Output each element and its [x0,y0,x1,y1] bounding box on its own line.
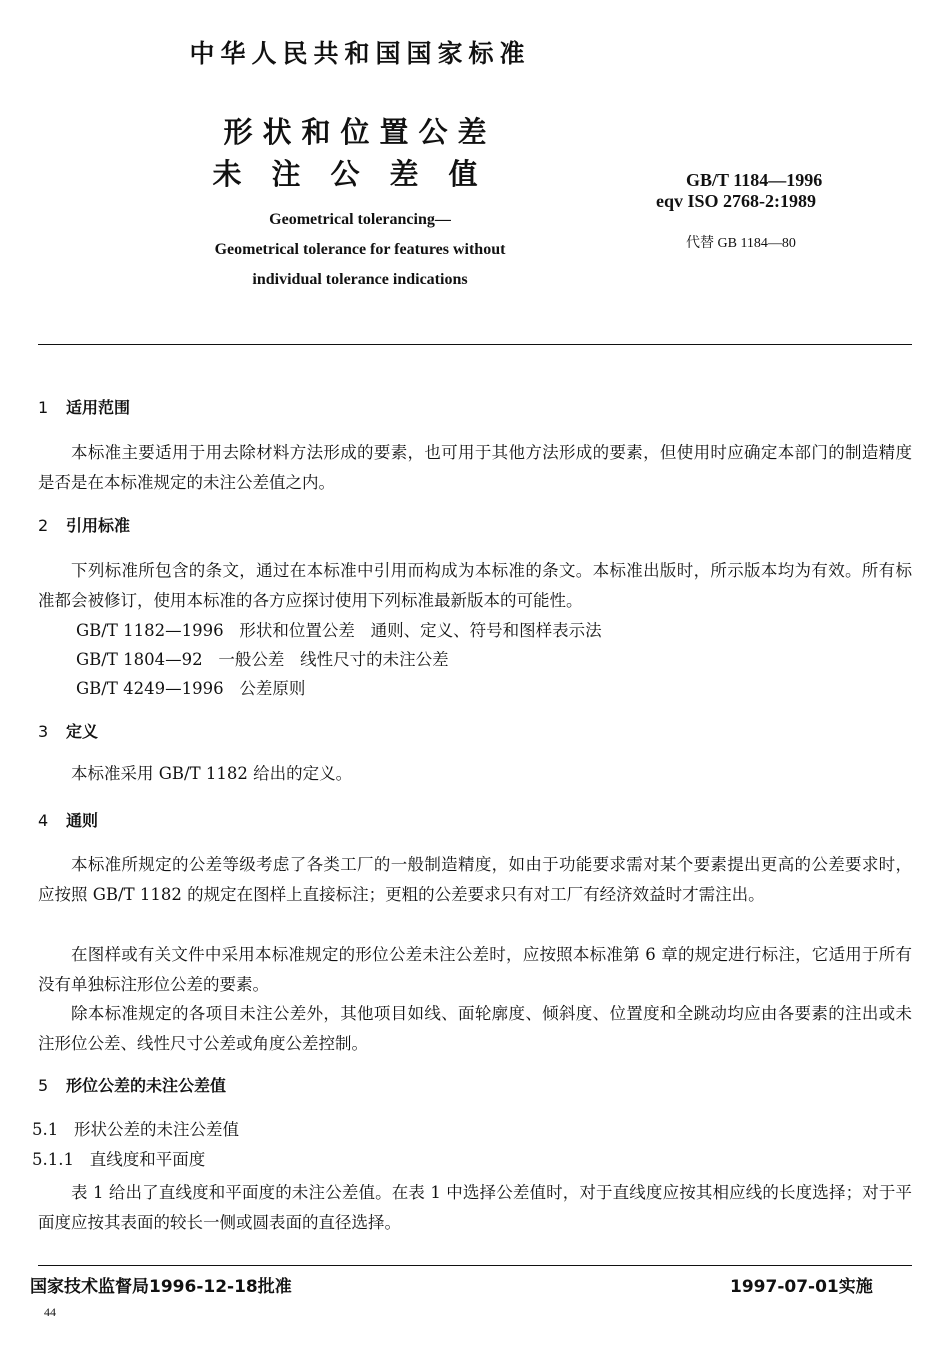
section-5-heading [38,1073,226,1096]
equivalent-standard: eqv ISO 2768-2:1989 [656,191,817,211]
section-1-paragraph: 本标准主要适用于用去除材料方法形成的要素，也可用于其他方法形成的要素，但使用时应确定本部门的制造精度是否是在本标准规定的未注公差值之内。 [38,443,912,492]
title-english-line2: Geometrical tolerance for features without [214,241,506,258]
section-2-heading [38,513,130,536]
section-3-paragraph: 本标准采用 GB/T 1182 给出的定义。 [71,764,353,783]
section-4-paragraph-2: 在图样或有关文件中采用本标准规定的形位公差未注公差时，应按照本标准第 6 章的规定进行标注，它适用于所有没有单独标注形位公差的要素。 [38,945,912,994]
section-4-heading [38,808,98,831]
section-number: 5 [38,1076,49,1095]
section-title: 适用范围 [66,398,131,417]
title-chinese-line2: 未注公差值 [212,157,508,191]
section-title: 通则 [66,811,99,830]
section-number: 1 [38,398,49,417]
title-chinese-line1: 形状和位置公差 [223,115,497,149]
replaces-standard: 代替 GB 1184—80 [686,236,796,251]
reference-standard: GB/T 4249—1996 公差原则 [76,679,306,698]
header-divider [38,344,912,345]
national-standard-header: 中华人民共和国国家标准 [189,39,531,68]
subsection-5-1-heading: 5.1 形状公差的未注公差值 [32,1120,239,1139]
section-number: 4 [38,811,49,830]
section-number: 2 [38,516,49,535]
section-title: 引用标准 [66,516,131,535]
reference-standard: GB/T 1182—1996 形状和位置公差 通则、定义、符号和图样表示法 [76,621,602,640]
section-number: 3 [38,722,49,741]
reference-standard: GB/T 1804—92 一般公差 线性尺寸的未注公差 [76,650,449,669]
page-number: 44 [44,1305,56,1319]
section-title: 形位公差的未注公差值 [66,1076,227,1095]
section-4-paragraph-1: 本标准所规定的公差等级考虑了各类工厂的一般制造精度，如由于功能要求需对某个要素提出更高的公差要求时，应按照 GB/T 1182 的规定在图样上直接标注；更粗的公差要求只有对工厂有经济效益时才需注出。 [38,855,912,904]
footer-divider [38,1265,912,1266]
section-4-paragraph-3: 除本标准规定的各项目未注公差外，其他项目如线、面轮廓度、倾斜度、位置度和全跳动均应由各要素的注出或未注形位公差、线性尺寸公差或角度公差控制。 [38,1004,912,1053]
subsection-5-1-1-heading: 5.1.1 直线度和平面度 [32,1150,206,1169]
section-5-paragraph: 表 1 给出了直线度和平面度的未注公差值。在表 1 中选择公差值时，对于直线度应按其相应线的长度选择；对于平面度应按其表面的较长一侧或圆表面的直径选择。 [38,1183,912,1232]
section-2-paragraph: 下列标准所包含的条文，通过在本标准中引用而构成为本标准的条文。本标准出版时，所示版本均为有效。所有标准都会被修订，使用本标准的各方应探讨使用下列标准最新版本的可能性。 [38,561,912,610]
title-english-line3: individual tolerance indications [252,271,468,288]
standard-number: GB/T 1184—1996 [686,170,823,190]
approval-date: 国家技术监督局1996-12-18批准 [30,1277,292,1297]
implementation-date: 1997-07-01实施 [730,1277,873,1297]
section-title: 定义 [66,722,99,741]
section-1-heading [38,395,130,418]
title-english-line1: Geometrical tolerancing— [269,211,451,228]
section-3-heading [38,719,98,742]
